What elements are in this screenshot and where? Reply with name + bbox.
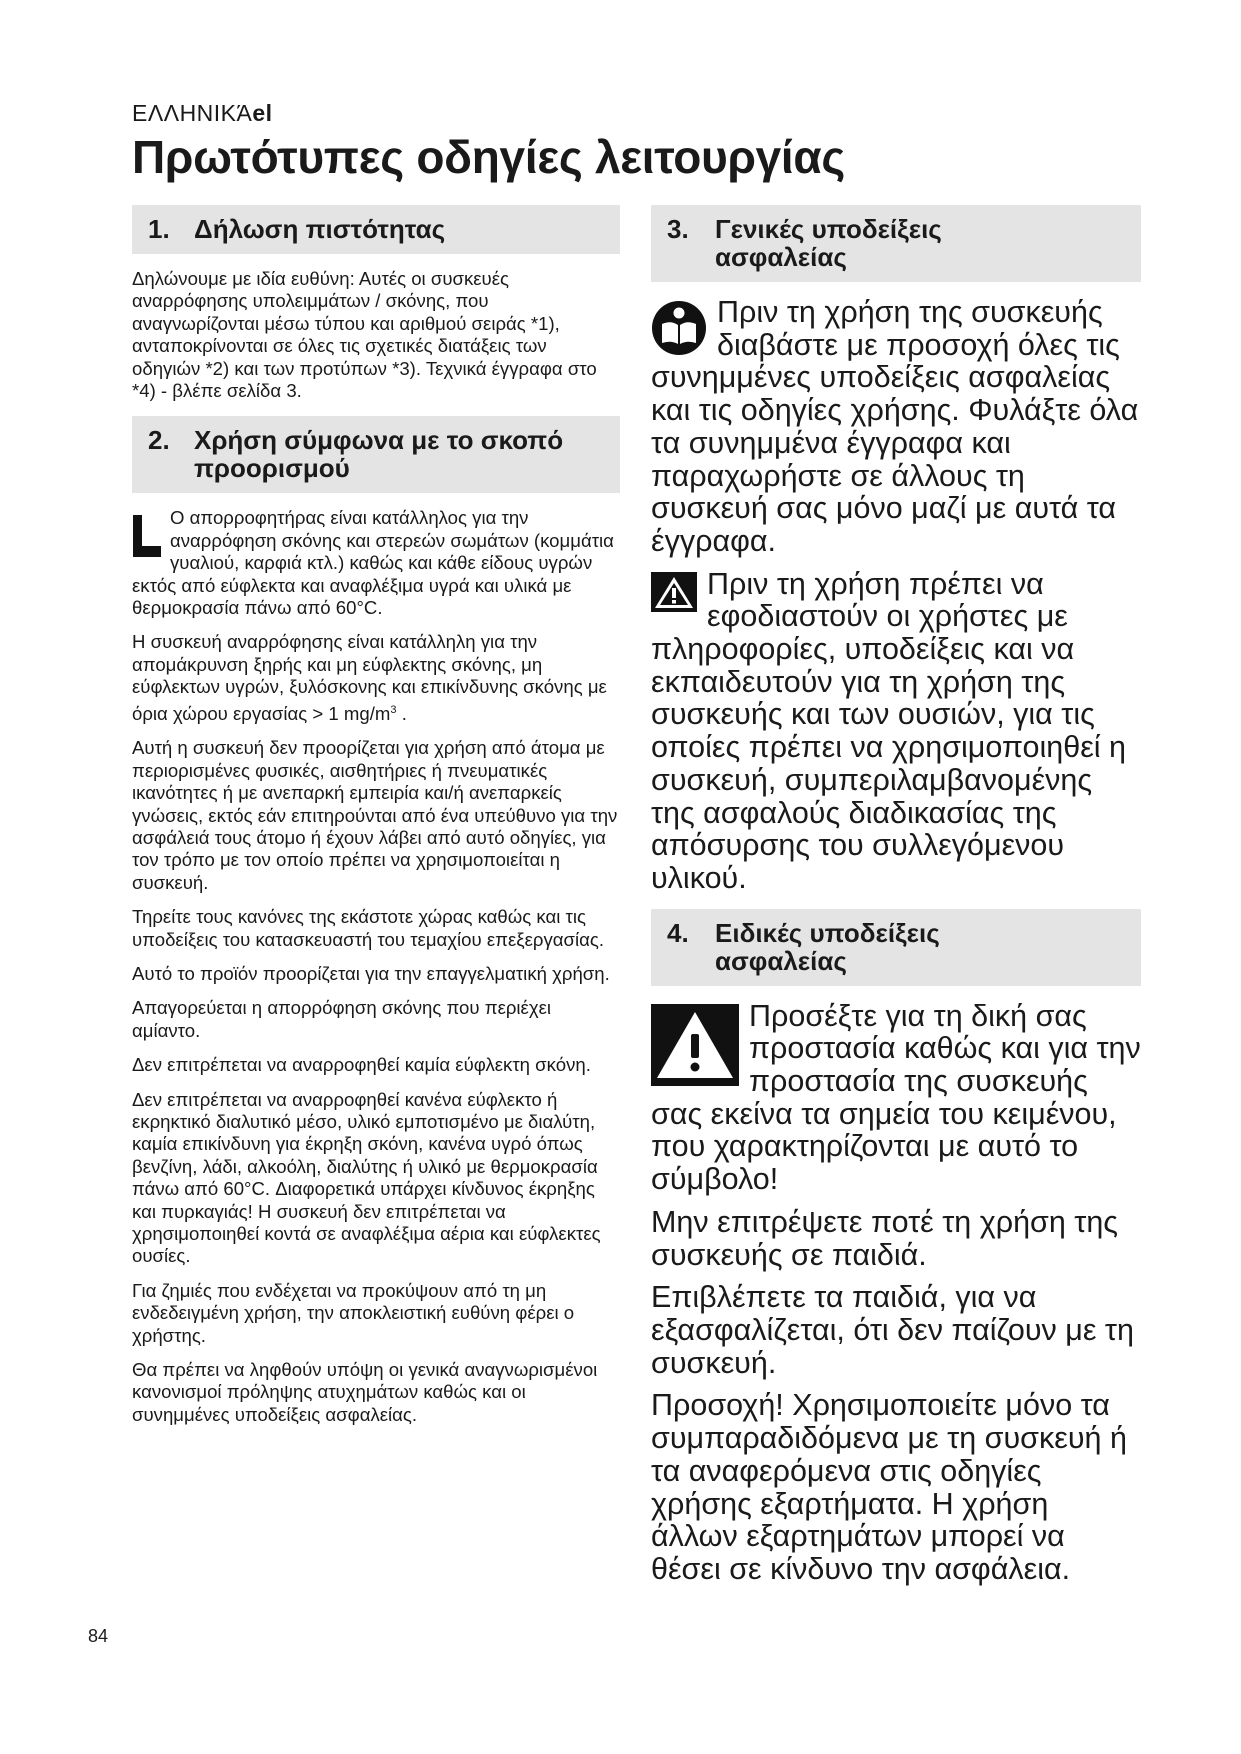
language-label: ΕΛΛΗΝΙΚΆel — [132, 100, 273, 126]
paragraph: Για ζημιές που ενδέχεται να προκύψουν από τη μη ενδεδειγμένη χρήση, την αποκλειστική ευθύνη φέρει ο χρήστης. — [132, 1279, 575, 1346]
section-4-heading: 4. Ειδικές υποδείξεις ασφαλείας — [651, 909, 1141, 986]
paragraph: Πριν τη χρήση πρέπει να εφοδιαστούν οι χρήστες με πληροφορίες, υποδείξεις και να εκπαιδευτούν για τη χρήση της συσκευής και των ουσιών, για τις οποίες πρέπει να χρησιμοποιηθεί η συσκευή, συμπεριλαμβανομένης της ασφαλούς διαδικασίας της απόσυρσης του συλλεγόμενου υλικού. — [651, 566, 1126, 895]
section-4-title: Ειδικές υποδείξεις — [715, 917, 940, 948]
right-column — [651, 205, 1141, 1596]
paragraph: Θα πρέπει να ληφθούν υπόψη οι γενικά αναγνωρισμένοι κανονισμοί πρόληψης ατυχημάτων καθώς και οι συνημμένες υποδείξεις ασφαλείας. — [132, 1359, 598, 1425]
section-1-heading: 1. Δήλωση πιστότητας — [132, 205, 620, 254]
section-2-title-cont: προορισμού — [194, 453, 350, 484]
left-column — [132, 205, 620, 1440]
paragraph: Προσοχή! Χρησιμοποιείτε μόνο τα συμπαραδιδόμενα με τη συσκευή ή τα αναφερόμενα στις οδηγίες χρήσης εξαρτήματα. Η χρήση άλλων εξαρτημάτων μπορεί να θέσει σε κίνδυνο την ασφάλεια. — [651, 1388, 1127, 1586]
paragraph: Η συσκευή αναρρόφησης είναι κατάλληλη για την απομάκρυνση ξηρής και μη εύφλεκτης σκόνης, μη εύφλεκτων υγρών, ξυλόσκονης και επικίνδυνης σκόνης με όρια χώρου εργασίας > 1 $mg/m^3$ . — [132, 631, 607, 724]
section-4-body — [651, 1000, 1141, 1586]
section-4-title-cont: ασφαλείας — [715, 945, 847, 976]
paragraph: Δηλώνουμε με ιδία ευθύνη: Αυτές οι συσκευές αναρρόφησης υπολειμμάτων / σκόνης, που αναγνωρίζονται μέσω τύπου και αριθμού σειράς *1), ανταποκρίνονται σε όλες τις σχετικές διατάξεις των οδηγιών *2) και των προτύπων *3). Τεχνικά έγγραφα στο *4) - βλέπε σελίδα 3. — [132, 268, 597, 402]
read-manual-icon — [651, 300, 707, 356]
paragraph: Ο απορροφητήρας είναι κατάλληλος για την αναρρόφηση σκόνης και στερεών σωμάτων (κομμάτια γυαλιού, καρφιά κτλ.) καθώς και κάθε είδους υγρών εκτός από εύφλεκτα και αναφλέξιμα υγρά και υλικά με θερμοκρασία πάνω από 60°C. — [132, 507, 614, 619]
section-2-heading: 2. Χρήση σύμφωνα με το σκοπό προορισμού — [132, 416, 620, 493]
paragraph: Αυτή η συσκευή δεν προορίζεται για χρήση από άτομα με περιορισμένες φυσικές, αισθητήριες ή πνευματικές ικανότητες ή με ανεπαρκή εμπειρία και/ή ανεπαρκείς γνώσεις, εκτός εάν επιτηρούνται από ένα υπεύθυνο για την ασφάλειά τους άτομο ή έχουν λάβει από αυτό οδηγίες, για τον τρόπο με τον οποίο πρέπει να χρησιμοποιείται η συσκευή. — [132, 737, 618, 893]
section-1-title: Δήλωση πιστότητας — [194, 214, 446, 244]
section-2-body — [132, 507, 620, 1426]
paragraph: Δεν επιτρέπεται να αναρροφηθεί καμία εύφλεκτη σκόνη. — [132, 1054, 591, 1076]
page-number: 84 — [88, 1626, 109, 1646]
paragraph: Επιβλέπετε τα παιδιά, για να εξασφαλίζεται, ότι δεν παίζουν με τη συσκευή. — [651, 1280, 1134, 1380]
paragraph: Πριν τη χρήση της συσκευής διαβάστε με προσοχή όλες τις συνημμένες υποδείξεις ασφαλείας και τις οδηγίες χρήσης. Φυλάξτε όλα τα συνημμένα έγγραφα και παραχωρήστε σε άλλους τη συσκευή σας μόνο μαζί με αυτά τα έγγραφα. — [651, 295, 1139, 558]
paragraph: Δεν επιτρέπεται να αναρροφηθεί κανένα εύφλεκτο ή εκρηκτικό διαλυτικό μέσο, υλικό εμποτισμένο με διαλύτη, καμία επικίνδυνη για έκρηξη σκόνη, κανένα υγρό όπως βενζίνη, λάδι, αλκοόλη, διαλύτης ή υλικό με θερμοκρασία πάνω από 60°C. Διαφορετικά υπάρχει κίνδυνος έκρηξης και πυρκαγιάς! Η συσκευή δεν επιτρέπεται να χρησιμοποιηθεί κοντά σε αναφλέξιμα αέρια και εύφλεκτες ουσίες. — [132, 1088, 601, 1267]
section-1-body — [132, 268, 620, 402]
section-2-title: Χρήση σύμφωνα με το σκοπό — [194, 425, 564, 456]
section-3-title-cont: ασφαλείας — [715, 242, 847, 272]
paragraph: Αυτό το προϊόν προορίζεται για την επαγγελματική χρήση. — [132, 962, 610, 984]
warning-triangle-icon — [651, 572, 697, 612]
paragraph: Απαγορεύεται η απορρόφηση σκόνης που περιέχει αμίαντο. — [132, 997, 552, 1041]
dust-class-L-icon — [132, 513, 162, 559]
warning-triangle-icon — [651, 1004, 739, 1086]
paragraph: Προσέξτε για τη δική σας προστασία καθώς και για την προστασία της συσκευής σας εκείνα τα σημεία του κειμένου, που χαρακτηρίζονται με αυτό το σύμβολο! — [651, 998, 1141, 1197]
page-title: Πρωτότυπες οδηγίες λειτουργίας — [132, 131, 845, 183]
section-3-heading: 3. Γενικές υποδείξεις ασφαλείας — [651, 205, 1141, 282]
paragraph: Τηρείτε τους κανόνες της εκάστοτε χώρας καθώς και τις υποδείξεις του κατασκευαστή του τεμαχίου επεξεργασίας. — [132, 906, 604, 950]
section-3-title: Γενικές υποδείξεις — [715, 214, 942, 244]
language-code: el — [252, 100, 273, 126]
section-3-body — [651, 296, 1141, 895]
paragraph: Μην επιτρέψετε ποτέ τη χρήση της συσκευής σε παιδιά. — [651, 1204, 1119, 1272]
